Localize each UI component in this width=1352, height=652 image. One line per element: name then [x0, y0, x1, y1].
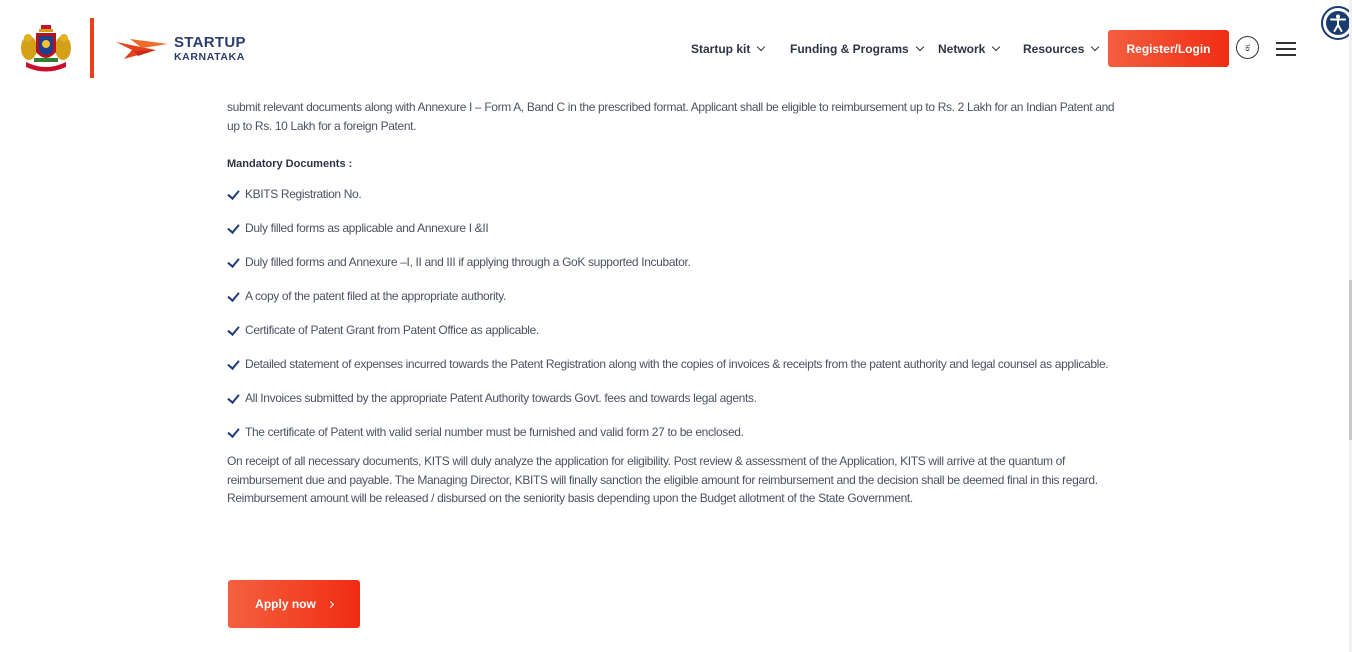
chevron-down-icon [757, 43, 765, 51]
list-item [227, 388, 1127, 409]
nav-network[interactable] [938, 41, 999, 57]
check-icon [227, 255, 239, 268]
mandatory-documents-list [227, 184, 1127, 443]
nav-startup-kit[interactable] [691, 41, 764, 57]
list-item [227, 218, 1127, 239]
closing-paragraph: On receipt of all necessary documents, KITS will duly analyze the application for eligibility. Post review & assessment of the Application, KITS will arrive at the quantum of reimbursement due and payable. The Managing Director, KBITS will finally sanction the eligible amount for reimbursement and the decision shall be deemed final in this regard. Reimbursement amount will be released / disbursed on the seniority basis depending upon the Budget allotment of the State Government. [227, 454, 1098, 505]
startup-karnataka-logo-icon [116, 38, 168, 60]
document-text: Detailed statement of expenses incurred towards the Patent Registration along with the copies of invoices & receipts from the patent authority and legal counsel as applicable. [245, 357, 1109, 371]
list-item [227, 422, 1127, 443]
menu-line [1276, 48, 1296, 50]
nav-resources[interactable] [1023, 41, 1098, 57]
chevron-right-icon [327, 600, 334, 607]
list-item [227, 286, 1127, 307]
nav-label: Resources [1023, 42, 1085, 56]
accessibility-button[interactable] [1321, 6, 1352, 40]
chevron-down-icon [915, 43, 923, 51]
document-text: Duly filled forms and Annexure –I, II and III if applying through a GoK supported Incubator. [245, 255, 691, 269]
logo-divider [90, 18, 94, 78]
scheme-details [227, 98, 1127, 508]
logo-line-2: KARNATAKA [174, 51, 245, 63]
nav-label: Funding & Programs [790, 42, 909, 56]
nav-label: Network [938, 42, 986, 56]
mandatory-documents-heading: Mandatory Documents : [227, 158, 353, 170]
apply-now-label: Apply now [255, 597, 316, 611]
check-icon [227, 391, 239, 404]
startup-karnataka-logo[interactable] [116, 34, 256, 64]
logo-line-1: STARTUP [174, 34, 246, 51]
document-text: The certificate of Patent with valid serial number must be furnished and valid form 27 to be enclosed. [245, 425, 744, 439]
accessibility-icon [1326, 11, 1350, 35]
menu-line [1276, 42, 1296, 44]
intro-paragraph: submit relevant documents along with Annexure I – Form A, Band C in the prescribed format. Applicant shall be eligible to reimbursement up to Rs. 2 Lakh for an Indian Patent and up to Rs. 10 Lakh for a foreign Patent. [227, 100, 1115, 133]
document-text: Certificate of Patent Grant from Patent Office as applicable. [245, 323, 539, 337]
check-icon [227, 221, 239, 234]
document-text: All Invoices submitted by the appropriate Patent Authority towards Govt. fees and towards legal agents. [245, 391, 757, 405]
karnataka-emblem-icon[interactable] [20, 24, 72, 72]
check-icon [227, 187, 239, 200]
document-text: KBITS Registration No. [245, 187, 362, 201]
list-item [227, 184, 1127, 205]
site-header [0, 0, 1352, 96]
register-login-button[interactable]: Register/Login [1108, 30, 1229, 67]
chevron-down-icon [1091, 43, 1099, 51]
check-icon [227, 425, 239, 438]
list-item [227, 354, 1127, 375]
check-icon [227, 357, 239, 370]
chevron-down-icon [992, 43, 1000, 51]
list-item [227, 320, 1127, 341]
hamburger-menu-icon[interactable] [1276, 42, 1297, 56]
menu-line [1276, 54, 1296, 56]
nav-label: Startup kit [691, 42, 751, 56]
list-item [227, 252, 1127, 273]
kannada-glyph: ಕ [1244, 40, 1251, 54]
nav-funding-programs[interactable] [790, 41, 923, 57]
check-icon [227, 323, 239, 336]
document-text: A copy of the patent filed at the appropriate authority. [245, 289, 507, 303]
language-toggle-button[interactable] [1236, 36, 1259, 59]
check-icon [227, 289, 239, 302]
document-text: Duly filled forms as applicable and Annexure I &II [245, 221, 489, 235]
apply-now-button[interactable] [228, 580, 360, 628]
